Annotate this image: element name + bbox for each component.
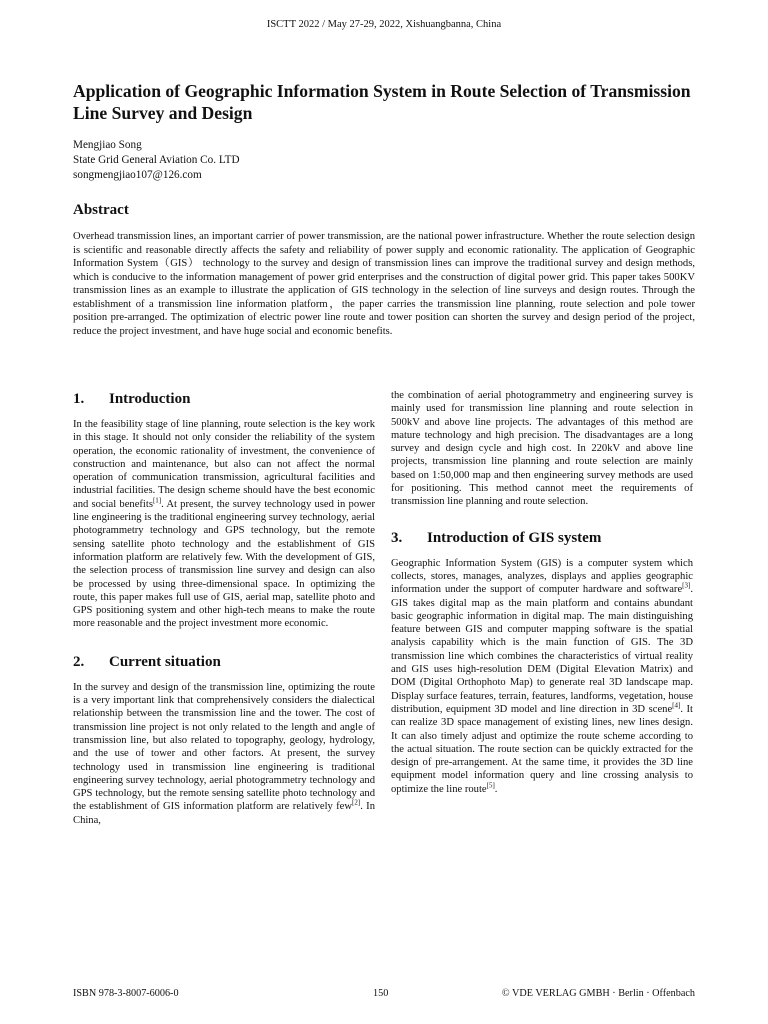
paper-title: Application of Geographic Information System in Route Selection of Transmission Line Survey and Design [73, 81, 691, 123]
footer-isbn: ISBN 978-3-8007-6006-0 [73, 988, 179, 999]
paragraph-text: In the survey and design of the transmission line, optimizing the route is a very important link that comprehensively considers the dialectical relationship between the transmission line and the tower. The cost of transmission line project is not only related to the length and angle of transmission line, but also related to topography, geology, hydrology, and the use of tower and other factors. At present, the survey technology used in transmission line engineering is traditional engineering survey technology, aerial photogrammetry technology and GPS technology, but the remote sensing satellite photo technology and the establishment of GIS information platform are relatively few [73, 681, 375, 813]
section-heading [73, 389, 375, 409]
section-paragraph [73, 418, 375, 631]
abstract-heading: Abstract [73, 202, 129, 218]
section-introduction [73, 389, 375, 631]
citation: [1] [152, 496, 162, 505]
page-number: 150 [373, 988, 389, 999]
paragraph-text: . In China, [73, 801, 376, 826]
section-paragraph [73, 681, 375, 827]
paragraph-text: . At present, the survey technology used in power line engineering is the traditional engineering survey technology, aerial photogrammetry technology and GPS technology, but the remote sensing satellite photo technology and the establishment of GIS information platform are relatively few. With the development of GIS, the selection process of transmission line survey and design can also be processed by using three-dimensional space. In optimizing the route, this paper makes full use of GIS, aerial map, satellite photo and GPS positioning system and other high-tech means to make the route more reasonable and the project investment more economic. [73, 498, 375, 630]
section-gis-system [391, 528, 693, 796]
section-number: 2. [73, 653, 85, 670]
page-footer [73, 988, 695, 1002]
paragraph-text: . GIS takes digital map as the main platform and contains abundant basic geographic information in digital map. The main distinguishing feature between GIS and computer mapping software is the spatial analysis capability which is the main function of GIS. The 3D transmission line which combines the characteristics of virtual reality and GIS uses high-resolution DEM (Digital Elevation Matrix) and DOM (Digital Orthophoto Map) to generate real 3D landscape map. Display surface features, terrain, features, landforms, vegetation, house distribution, equipment 3D model and line direction in 3D scene [391, 584, 693, 715]
section-paragraph [391, 557, 693, 796]
citation: [3] [682, 581, 691, 590]
paragraph-text: In the feasibility stage of line planning, route selection is the key work in this stage. It should not only consider the reliability of the system operation, the economic rationality of investment, the convenience of construction and maintenance, but also can not affect the normal operation of communication transmission, agricultural facilities and industrial facilities. The design scheme should have the best economic and social benefits [73, 419, 375, 510]
paragraph-text: . It can realize 3D space management of existing lines, new lines design. It can also timely adjust and optimize the route scheme according to the actual situation. The route section can be quickly extracted for the design of pre-arrangement. At the same time, it provides the 3D line equipment model information query and line crossing analysis to optimize the line route [391, 703, 693, 795]
running-header: ISCTT 2022 / May 27-29, 2022, Xishuangbanna, China [266, 19, 502, 30]
author-name: Mengjiao Song [73, 139, 142, 151]
section-heading [73, 652, 375, 672]
citation: [4] [672, 701, 681, 710]
left-column [73, 389, 375, 827]
section-title: Current situation [109, 653, 221, 670]
section-title: Introduction [109, 391, 191, 407]
abstract-text: Overhead transmission lines, an important carrier of power transmission, are the national power infrastructure. Whether the route selection design is scientific and reasonable directly affects the safety and reliability of power supply and economic rationality. The application of Geographic Information System（GIS） technology to the survey and design of transmission lines can improve the traditional survey and design methods, which is conducive to the information management of power grid enterprises and the construction of digital power grid. This paper takes 500KV transmission lines as an example to illustrate the application of GIS technology in the selection of line surveys and design routes. Through the establishment of a transmission line information platform，the paper carries the transmission line planning, route selection and pole tower position pre-arranged. The optimization of electric power line route and tower position can shorten the survey and design period of the project, reduce the project investment, and have huge social and economic benefits. [73, 231, 695, 337]
citation: [5] [486, 781, 495, 790]
right-column [391, 389, 693, 796]
author-block [73, 138, 473, 183]
section-current-situation [73, 652, 375, 827]
footer-publisher: © VDE VERLAG GMBH · Berlin · Offenbach [501, 988, 695, 999]
section-heading [391, 528, 693, 548]
author-email: songmengjiao107@126.com [73, 169, 202, 181]
section-title: Introduction of GIS system [427, 529, 602, 546]
section-paragraph-continued: the combination of aerial photogrammetry and engineering survey is mainly used for transmission line planning and route selection in 500kV and above line projects. The advantages of this method are mature technology and high precision. The disadvantages are a long survey and design cycle and high cost. In 220kV and above line projects, transmission line planning and route selection are mainly based on 1:50,000 map and then engineering survey methods are used for positioning. This method cannot meet the requirements of transmission line planning and route selection. [391, 390, 693, 508]
citation: [2] [352, 798, 361, 807]
section-number: 3. [391, 529, 403, 546]
author-affiliation: State Grid General Aviation Co. LTD [73, 154, 240, 166]
paragraph-text: . [494, 783, 498, 795]
section-number: 1. [73, 391, 85, 407]
paragraph-text: Geographic Information System (GIS) is a computer system which collects, stores, manages, analyzes, displays and applies geographic information under the support of computer hardware and software [391, 557, 693, 596]
